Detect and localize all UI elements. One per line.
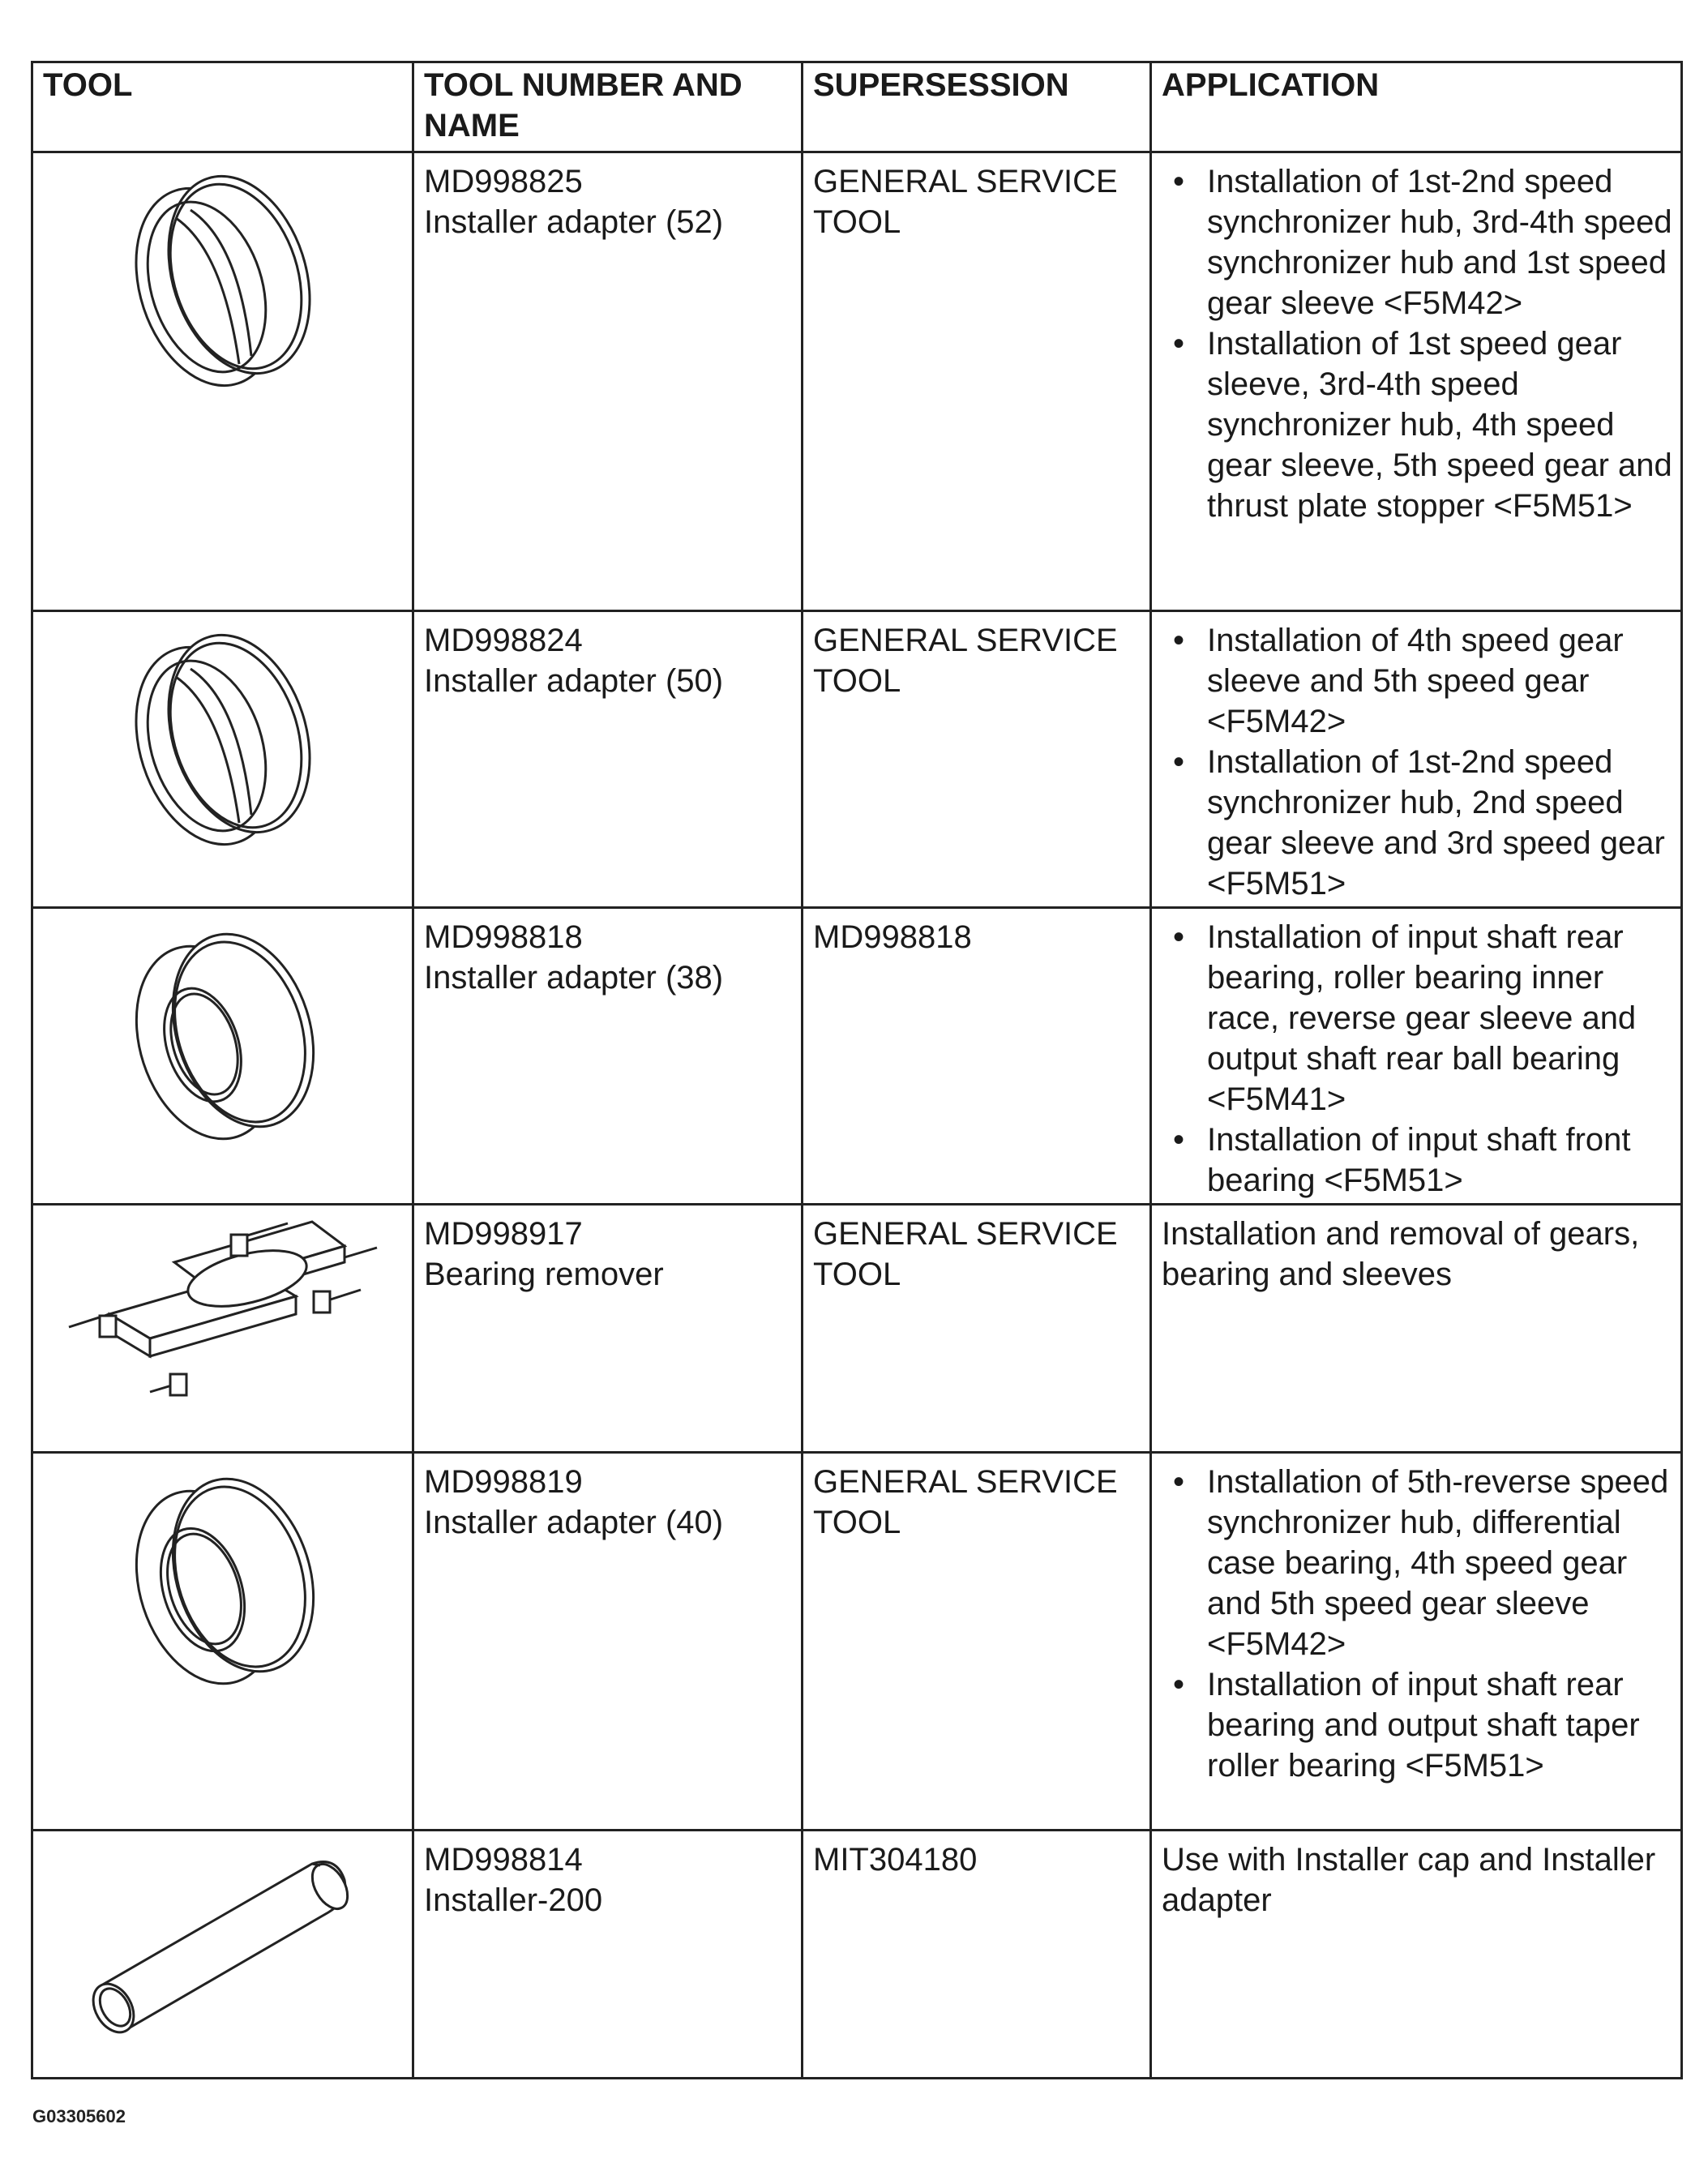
supersession-cell: [803, 611, 1151, 908]
supersession-value: GENERAL SERVICE TOOL: [813, 623, 1118, 699]
application-item: • Installation of 5th-reverse speed synchronizer hub, differential case bearing, 4th speed gear and 5th speed gear sleeve <F5M42>: [1162, 1462, 1672, 1664]
tool-number-name-cell: [413, 908, 803, 1205]
supersession-value: GENERAL SERVICE TOOL: [813, 1216, 1118, 1292]
tool-image-cell: [32, 152, 413, 611]
installer-adapter-ring-icon: [101, 153, 345, 413]
tool-name: Bearing remover: [424, 1257, 664, 1292]
header-application: APPLICATION: [1151, 62, 1682, 152]
application-item: • Installation of 1st-2nd speed synchronizer hub, 2nd speed gear sleeve and 3rd speed gear <F5M51>: [1162, 742, 1672, 904]
table-row: [32, 1453, 1682, 1831]
supersession-cell: [803, 152, 1151, 611]
supersession-cell: [803, 908, 1151, 1205]
tool-number-name-cell: [413, 611, 803, 908]
header-tool-number-name: TOOL NUMBER AND NAME: [413, 62, 803, 152]
tool-name: Installer-200: [424, 1882, 603, 1918]
bearing-remover-icon: [53, 1205, 393, 1416]
supersession-cell: [803, 1831, 1151, 2079]
table-header-row: [32, 62, 1682, 152]
table-row: [32, 1205, 1682, 1453]
tool-number: MD998814: [424, 1842, 583, 1878]
table-row: [32, 152, 1682, 611]
tool-number: MD998819: [424, 1464, 583, 1500]
table-row: [32, 611, 1682, 908]
tool-number-name-cell: [413, 1453, 803, 1831]
tool-name: Installer adapter (40): [424, 1505, 724, 1540]
application-text: Use with Installer cap and Installer adapter: [1162, 1842, 1656, 1918]
tool-image-cell: [32, 1205, 413, 1453]
tool-number: MD998917: [424, 1216, 583, 1252]
tool-number: MD998818: [424, 919, 583, 955]
installer-adapter-ring-icon: [101, 612, 345, 871]
header-supersession: SUPERSESSION: [803, 62, 1151, 152]
application-cell: [1151, 1453, 1682, 1831]
tool-image-cell: [32, 908, 413, 1205]
installer-adapter-ring-icon: [101, 909, 345, 1168]
application-item: • Installation of input shaft front bearing <F5M51>: [1162, 1120, 1672, 1201]
supersession-cell: [803, 1205, 1151, 1453]
installer-tube-icon: [69, 1831, 377, 2042]
installer-adapter-ring-icon: [101, 1454, 345, 1713]
supersession-cell: [803, 1453, 1151, 1831]
application-cell: [1151, 152, 1682, 611]
application-cell: [1151, 1205, 1682, 1453]
supersession-value: MD998818: [813, 919, 972, 955]
application-text: Installation and removal of gears, bearing and sleeves: [1162, 1216, 1640, 1292]
application-item: • Installation of input shaft rear bearing, roller bearing inner race, reverse gear sleeve and output shaft rear ball bearing <F5M41>: [1162, 917, 1672, 1120]
application-item: • Installation of 1st speed gear sleeve, 3rd-4th speed synchronizer hub, 4th speed gear sleeve, 5th speed gear and thrust plate stopper <F5M51>: [1162, 323, 1672, 526]
application-cell: [1151, 1831, 1682, 2079]
application-cell: [1151, 908, 1682, 1205]
tool-name: Installer adapter (38): [424, 960, 724, 996]
application-item: • Installation of 4th speed gear sleeve and 5th speed gear <F5M42>: [1162, 620, 1672, 742]
tool-number-name-cell: [413, 1205, 803, 1453]
header-tool: TOOL: [32, 62, 413, 152]
table-row: [32, 1831, 1682, 2079]
tool-image-cell: [32, 611, 413, 908]
tool-image-cell: [32, 1831, 413, 2079]
supersession-value: GENERAL SERVICE TOOL: [813, 1464, 1118, 1540]
tool-number: MD998824: [424, 623, 583, 658]
supersession-value: MIT304180: [813, 1842, 978, 1878]
tool-number-name-cell: [413, 152, 803, 611]
supersession-value: GENERAL SERVICE TOOL: [813, 164, 1118, 240]
tool-number-name-cell: [413, 1831, 803, 2079]
application-cell: [1151, 611, 1682, 908]
tool-number: MD998825: [424, 164, 583, 199]
special-tools-table: [31, 61, 1683, 2079]
figure-code: G03305602: [32, 2106, 126, 2126]
application-item: • Installation of 1st-2nd speed synchronizer hub, 3rd-4th speed synchronizer hub and 1st speed gear sleeve <F5M42>: [1162, 161, 1672, 323]
tool-name: Installer adapter (50): [424, 663, 724, 699]
table-row: [32, 908, 1682, 1205]
tool-name: Installer adapter (52): [424, 204, 724, 240]
tool-image-cell: [32, 1453, 413, 1831]
application-item: • Installation of input shaft rear bearing and output shaft taper roller bearing <F5M51>: [1162, 1664, 1672, 1786]
